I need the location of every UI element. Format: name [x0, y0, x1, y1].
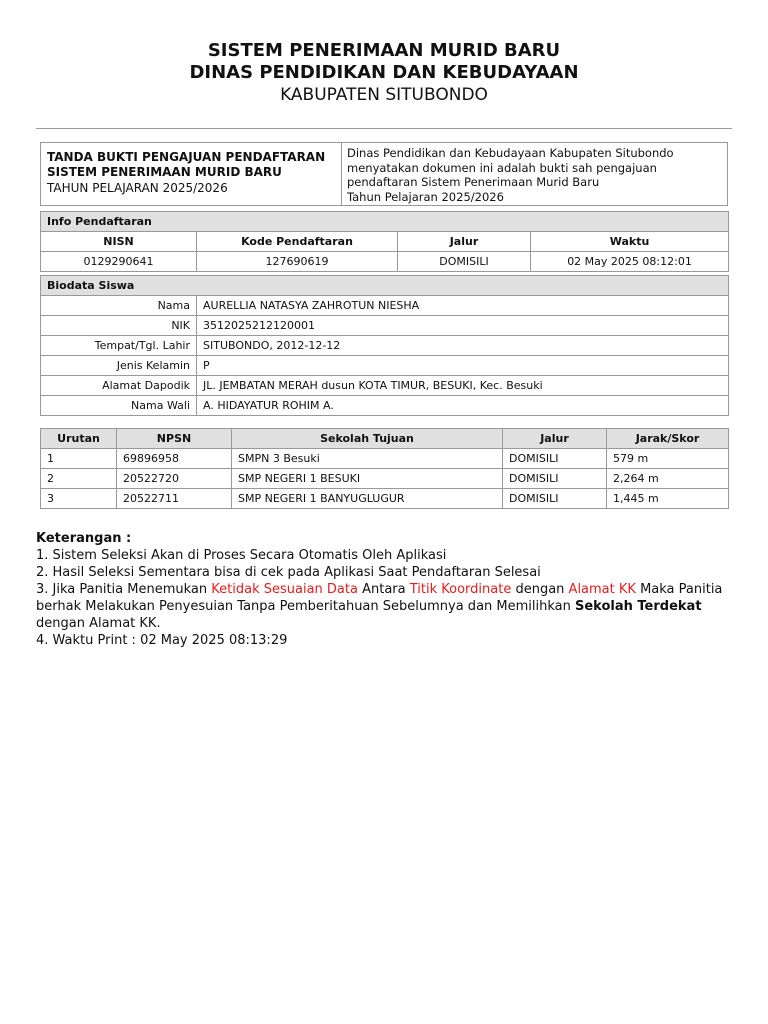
- school-name: SMPN 3 Besuki: [232, 449, 503, 469]
- biodata-table: [40, 275, 729, 416]
- bio-label: Tempat/Tgl. Lahir: [41, 336, 197, 356]
- info-header-nisn: NISN: [41, 232, 197, 252]
- table-row: [41, 376, 729, 396]
- table-row: [41, 336, 729, 356]
- note-item: [36, 581, 736, 632]
- statement-line: Dinas Pendidikan dan Kebudayaan Kabupaten Situbondo: [347, 146, 674, 160]
- note-print-time: 4. Waktu Print : 02 May 2025 08:13:29: [36, 633, 288, 648]
- school-npsn: 69896958: [117, 449, 232, 469]
- header-region: KABUPATEN SITUBONDO: [280, 85, 488, 105]
- header-title: SISTEM PENERIMAAN MURID BARU: [207, 40, 561, 61]
- bio-label: Jenis Kelamin: [41, 356, 197, 376]
- table-row: [41, 469, 729, 489]
- table-row: [41, 449, 729, 469]
- school-header-jalur: Jalur: [503, 429, 607, 449]
- school-name: SMP NEGERI 1 BESUKI: [232, 469, 503, 489]
- school-urutan: 3: [41, 489, 117, 509]
- table-row: [41, 489, 729, 509]
- note-highlight: Alamat KK: [568, 582, 636, 597]
- note-item: 1. Sistem Seleksi Akan di Proses Secara Otomatis Oleh Aplikasi: [36, 548, 447, 563]
- school-jalur: DOMISILI: [503, 449, 607, 469]
- info-jalur: DOMISILI: [398, 252, 531, 272]
- statement-line: Tahun Pelajaran 2025/2026: [347, 189, 504, 204]
- note-bold: Sekolah Terdekat: [575, 599, 702, 614]
- school-jalur: DOMISILI: [503, 469, 607, 489]
- school-header-npsn: NPSN: [117, 429, 232, 449]
- table-row: [41, 316, 729, 336]
- school-urutan: 2: [41, 469, 117, 489]
- bio-label: Nama: [41, 296, 197, 316]
- note-text: dengan Alamat KK.: [36, 616, 161, 631]
- school-npsn: 20522711: [117, 489, 232, 509]
- school-urutan: 1: [41, 449, 117, 469]
- school-header-jarak: Jarak/Skor: [607, 429, 729, 449]
- proof-statement: [342, 143, 727, 205]
- bio-value: P: [197, 356, 729, 376]
- note-text: Antara: [357, 582, 410, 597]
- proof-year: TAHUN PELAJARAN 2025/2026: [47, 181, 228, 195]
- note-highlight: Titik Koordinate: [409, 582, 512, 597]
- statement-line: menyatakan dokumen ini adalah bukti sah pengajuan: [347, 160, 657, 175]
- bio-value: JL. JEMBATAN MERAH dusun KOTA TIMUR, BESUKI, Kec. Besuki: [197, 376, 729, 396]
- info-header-jalur: Jalur: [398, 232, 531, 252]
- info-kode: 127690619: [197, 252, 398, 272]
- document-header: [0, 40, 768, 106]
- info-waktu: 02 May 2025 08:12:01: [531, 252, 729, 272]
- registration-info-table: [40, 211, 729, 272]
- note-highlight: Ketidak Sesuaian Data: [211, 582, 358, 597]
- note-item: 2. Hasil Seleksi Sementara bisa di cek pada Aplikasi Saat Pendaftaran Selesai: [36, 565, 541, 580]
- table-row: [41, 296, 729, 316]
- bio-label: NIK: [41, 316, 197, 336]
- school-jarak: 2,264 m: [607, 469, 729, 489]
- bio-value: 3512025212120001: [197, 316, 729, 336]
- section-info-title: Info Pendaftaran: [41, 212, 729, 232]
- school-npsn: 20522720: [117, 469, 232, 489]
- bio-label: Alamat Dapodik: [41, 376, 197, 396]
- statement-line: pendaftaran Sistem Penerimaan Murid Baru: [347, 175, 600, 189]
- table-row: [41, 396, 729, 416]
- notes-title: Keterangan :: [36, 531, 132, 546]
- info-nisn: 0129290641: [41, 252, 197, 272]
- school-jarak: 579 m: [607, 449, 729, 469]
- header-agency: DINAS PENDIDIKAN DAN KEBUDAYAAN: [189, 62, 579, 83]
- info-header-waktu: Waktu: [531, 232, 729, 252]
- school-choices-table: [40, 428, 729, 509]
- notes-section: [36, 530, 736, 649]
- note-text: dengan: [511, 582, 569, 597]
- bio-label: Nama Wali: [41, 396, 197, 416]
- school-jarak: 1,445 m: [607, 489, 729, 509]
- bio-value: A. HIDAYATUR ROHIM A.: [197, 396, 729, 416]
- bio-value: AURELLIA NATASYA ZAHROTUN NIESHA: [197, 296, 729, 316]
- school-header-urutan: Urutan: [41, 429, 117, 449]
- proof-title-2: SISTEM PENERIMAAN MURID BARU: [47, 165, 282, 179]
- school-name: SMP NEGERI 1 BANYUGLUGUR: [232, 489, 503, 509]
- proof-title-1: TANDA BUKTI PENGAJUAN PENDAFTARAN: [47, 150, 326, 164]
- header-divider: [36, 128, 732, 129]
- table-row: [41, 356, 729, 376]
- info-header-kode: Kode Pendaftaran: [197, 232, 398, 252]
- proof-box: [40, 142, 728, 206]
- proof-title-block: [41, 143, 342, 205]
- school-header-sekolah: Sekolah Tujuan: [232, 429, 503, 449]
- school-jalur: DOMISILI: [503, 489, 607, 509]
- note-text: Maka Panitia berhak Melakukan Penyesuian Tanpa Pemberitahuan Sebelumnya dan Memilihkan: [36, 582, 723, 614]
- note-text: 3. Jika Panitia Menemukan: [36, 582, 212, 597]
- section-biodata-title: Biodata Siswa: [41, 276, 729, 296]
- bio-value: SITUBONDO, 2012-12-12: [197, 336, 729, 356]
